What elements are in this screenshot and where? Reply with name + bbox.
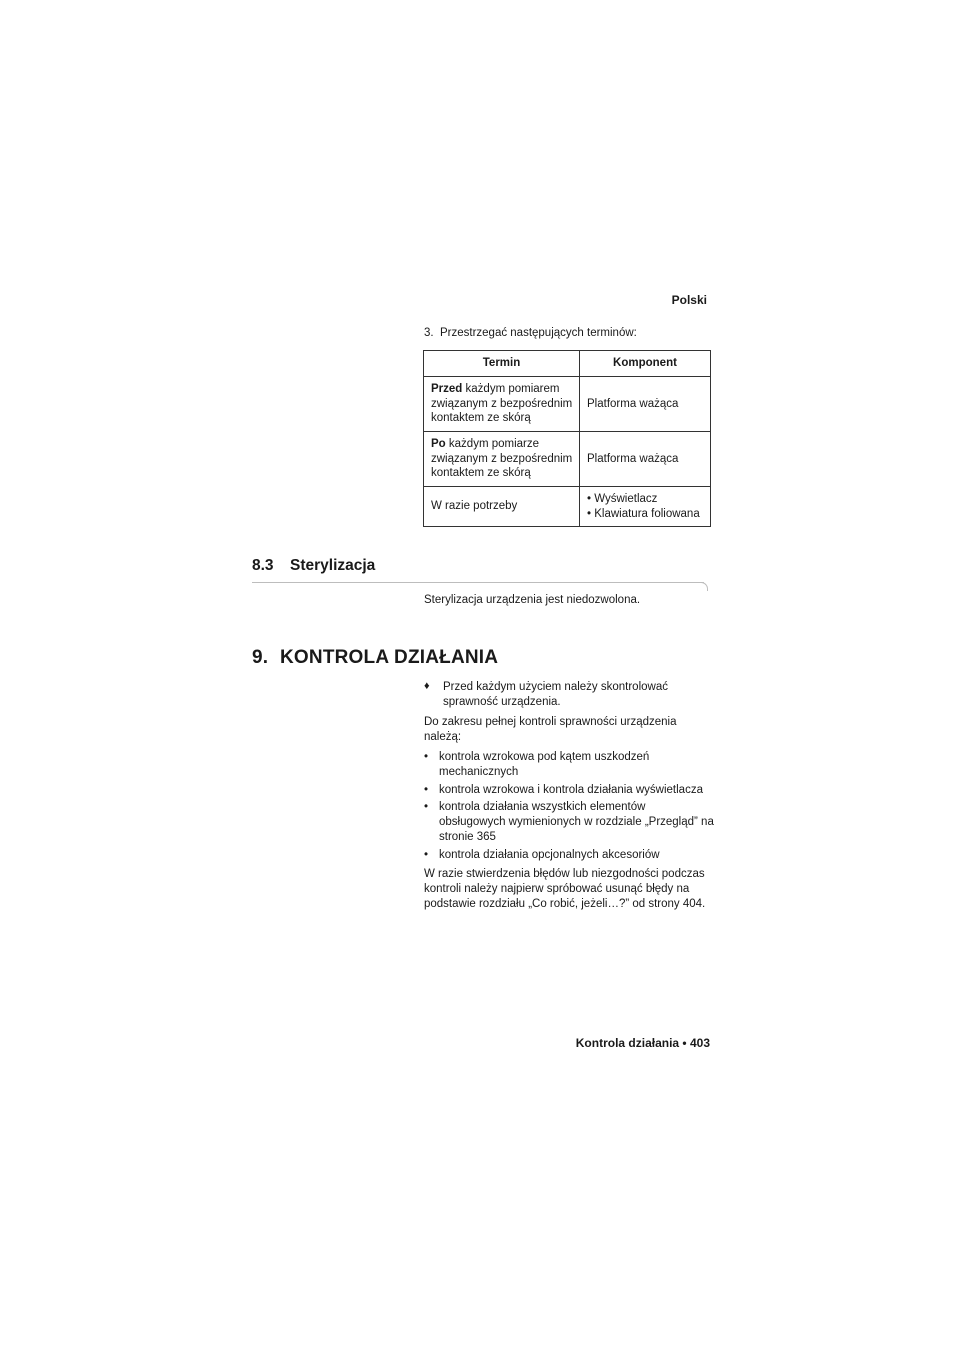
- term-cell: W razie potrzeby: [424, 487, 580, 527]
- check-list: [424, 750, 714, 865]
- language-label: Polski: [671, 293, 707, 307]
- list-item-text: kontrola wzrokowa i kontrola działania wyświetlacza: [439, 783, 703, 796]
- term-cell: [424, 432, 580, 487]
- section-number: 9.: [252, 647, 269, 668]
- outro-paragraph: W razie stwierdzenia błędów lub niezgodności podczas kontroli należy najpierw spróbować usunąć błędy na podstawie rozdziału „Co robić, jeżeli…?” od strony 404.: [424, 868, 706, 910]
- term-rest: każdym pomiarem związanym z bezpośrednim kontaktem ze skórą: [431, 383, 573, 425]
- list-item: [424, 800, 714, 845]
- header-term: Termin: [424, 351, 580, 377]
- section-divider: [252, 582, 704, 583]
- term-lead: Po: [431, 438, 446, 451]
- component-cell: [580, 487, 711, 527]
- sterilization-text: Sterylizacja urządzenia jest niedozwolona.: [424, 594, 641, 606]
- list-item-text: kontrola działania wszystkich elementów obsługowych wymienionych w rozdziale „Przegląd” na stronie 365: [439, 801, 714, 843]
- section-9-heading: [252, 647, 498, 669]
- section-number: 8.3: [252, 557, 274, 574]
- term-lead: Przed: [431, 383, 463, 396]
- bullet-icon: •: [424, 848, 429, 861]
- list-item: • Klawiatura foliowana: [587, 507, 706, 522]
- bullet-icon: •: [424, 801, 429, 813]
- list-item-text: kontrola działania opcjonalnych akcesoriów: [439, 848, 660, 861]
- list-item: [424, 848, 714, 863]
- section-title: KONTROLA DZIAŁANIA: [280, 647, 499, 668]
- table-row: [424, 377, 711, 432]
- component-list: [587, 492, 706, 521]
- list-item: • Wyświetlacz: [587, 492, 706, 507]
- term-cell: [424, 377, 580, 432]
- component-cell: Platforma ważąca: [580, 377, 711, 432]
- list-item-text: kontrola wzrokowa pod kątem uszkodzeń mechanicznych: [439, 751, 650, 778]
- list-item: [424, 783, 714, 798]
- bullet-icon: •: [424, 783, 429, 796]
- section-divider-hook: [700, 582, 708, 591]
- list-item: [424, 750, 714, 780]
- diamond-bullet-icon: ♦: [424, 680, 430, 692]
- table-row: [424, 432, 711, 487]
- header-component: Komponent: [580, 351, 711, 377]
- step-3-text: 3. Przestrzegać następujących terminów:: [424, 327, 637, 339]
- term-rest: każdym pomiarze związanym z bezpośrednim kontaktem ze skórą: [431, 438, 573, 480]
- intro-paragraph: Do zakresu pełnej kontroli sprawności urządzenia należą:: [424, 716, 677, 743]
- table-header-row: [424, 351, 711, 377]
- table-row: [424, 487, 711, 527]
- section-title: Sterylizacja: [290, 557, 376, 574]
- section-8-3-heading: [252, 557, 375, 575]
- page-footer: Kontrola działania • 403: [575, 1036, 710, 1050]
- component-cell: Platforma ważąca: [580, 432, 711, 487]
- terms-table: [423, 350, 711, 527]
- instruction-text: Przed każdym użyciem należy skontrolować sprawność urządzenia.: [443, 681, 668, 708]
- bullet-icon: •: [424, 751, 429, 763]
